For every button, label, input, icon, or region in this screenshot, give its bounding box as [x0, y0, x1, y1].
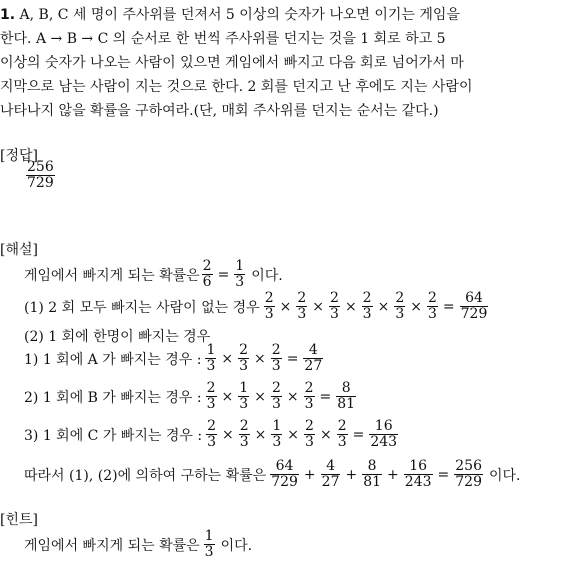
problem-line-2: 한다. A → B → C 의 순서로 한 번씩 주사위를 던지는 것을 1 회로 하고 5	[0, 31, 446, 47]
fraction: $\frac{1}{3}$	[206, 342, 216, 374]
hint-line: 게임에서 빠지게 되는 확률은 $\frac{1}{3}$ 이다.	[24, 528, 253, 560]
answer-numerator: 256	[27, 159, 54, 175]
fraction: $\frac{2}{3}$	[271, 342, 281, 374]
solution-line-4: 1) 1 회에 A 가 빠지는 경우 : $\frac{1}{3}$ × $\frac{2}{3}$ × $\frac{2}{3}$ = $\frac{4}{27}$	[24, 342, 323, 374]
solution-line-5: 2) 1 회에 B 가 빠지는 경우 : $\frac{2}{3}$ × $\frac{1}{3}$ × $\frac{2}{3}$ × $\frac{2}{3}$ = $\frac{8}{81}$	[24, 380, 356, 412]
fraction: $\frac{64}{729}$	[460, 290, 488, 322]
fraction: $\frac{256}{729}$	[455, 458, 482, 490]
hint-heading: [힌트]	[0, 512, 38, 528]
fraction: $\frac{8}{81}$	[363, 458, 382, 490]
fraction: $\frac{2}{3}$	[305, 418, 314, 450]
fraction: $\frac{16}{243}$	[370, 418, 398, 450]
fraction: $\frac{64}{729}$	[271, 458, 298, 490]
fraction: $\frac{2}{6}$	[202, 258, 212, 290]
fraction: $\frac{2}{3}$	[337, 418, 347, 450]
problem-line-3: 이상의 숫자가 나오는 사람이 있으면 게임에서 빠지고 다음 회로 넘어가서 마	[0, 55, 464, 71]
fraction: $\frac{1}{3}$	[204, 528, 214, 560]
fraction: $\frac{2}{3}$	[206, 380, 216, 412]
problem-number: 1.	[0, 7, 16, 23]
fraction: $\frac{2}{3}$	[330, 290, 339, 322]
problem-line-5: 나타나지 않을 확률을 구하여라.(단, 매회 주사위를 던지는 순서는 같다.)	[0, 103, 439, 119]
fraction: $\frac{2}{3}$	[427, 290, 437, 322]
solution-line-2: (1) 2 회 모두 빠지는 사람이 없는 경우 $\frac{2}{3}$ × $\frac{2}{3}$ × $\frac{2}{3}$ × $\frac{2}{3}$ × $\frac{2}{3}$ × $\frac{2}{3}$ = $\frac{64}{729}$	[24, 290, 488, 322]
fraction: $\frac{2}{3}$	[395, 290, 405, 322]
solution-heading: [해설]	[0, 242, 38, 258]
solution-l1-text: 게임에서 빠지게 되는 확률은	[24, 267, 200, 284]
fraction: $\frac{2}{3}$	[271, 380, 281, 412]
fraction: $\frac{2}{3}$	[362, 290, 372, 322]
fraction: $\frac{4}{27}$	[304, 342, 323, 374]
solution-line-1: 게임에서 빠지게 되는 확률은 $\frac{2}{6}$ = $\frac{1}{3}$ 이다.	[24, 258, 283, 290]
fraction: $\frac{8}{81}$	[337, 380, 356, 412]
fraction: $\frac{2}{3}$	[239, 418, 249, 450]
problem-line-4: 지막으로 남는 사람이 지는 것으로 한다. 2 회를 던지고 난 후에도 지는 사람이	[0, 79, 473, 95]
problem-text-1: A, B, C 세 명이 주사위를 던져서 5 이상의 숫자가 나오면 이기는 게임을	[19, 7, 460, 23]
fraction: $\frac{16}{243}$	[404, 458, 432, 490]
answer-fraction	[26, 160, 55, 191]
solution-line-3: (2) 1 회에 한명이 빠지는 경우	[24, 329, 211, 345]
fraction: $\frac{2}{3}$	[239, 342, 249, 374]
fraction: $\frac{2}{3}$	[304, 380, 314, 412]
fraction: $\frac{1}{3}$	[272, 418, 282, 450]
answer-fraction-line	[24, 160, 57, 191]
answer-heading: [정답]	[0, 148, 38, 164]
solution-line-7: 따라서 (1), (2)에 의하여 구하는 확률은 $\frac{64}{729}$ + $\frac{4}{27}$ + $\frac{8}{81}$ + $\frac{16}{243}$ = $\frac{256}{729}$ 이다.	[24, 458, 521, 490]
answer-denominator: 729	[27, 175, 54, 191]
fraction: $\frac{1}{3}$	[239, 380, 249, 412]
fraction: $\frac{2}{3}$	[297, 290, 307, 322]
fraction: $\frac{2}{3}$	[264, 290, 274, 322]
problem-line-1	[0, 6, 460, 24]
fraction: $\frac{1}{3}$	[235, 258, 245, 290]
solution-line-6: 3) 1 회에 C 가 빠지는 경우 : $\frac{2}{3}$ × $\frac{2}{3}$ × $\frac{1}{3}$ × $\frac{2}{3}$ × $\frac{2}{3}$ = $\frac{16}{243}$	[24, 418, 398, 450]
fraction: $\frac{4}{27}$	[321, 458, 340, 490]
fraction: $\frac{2}{3}$	[207, 418, 216, 450]
